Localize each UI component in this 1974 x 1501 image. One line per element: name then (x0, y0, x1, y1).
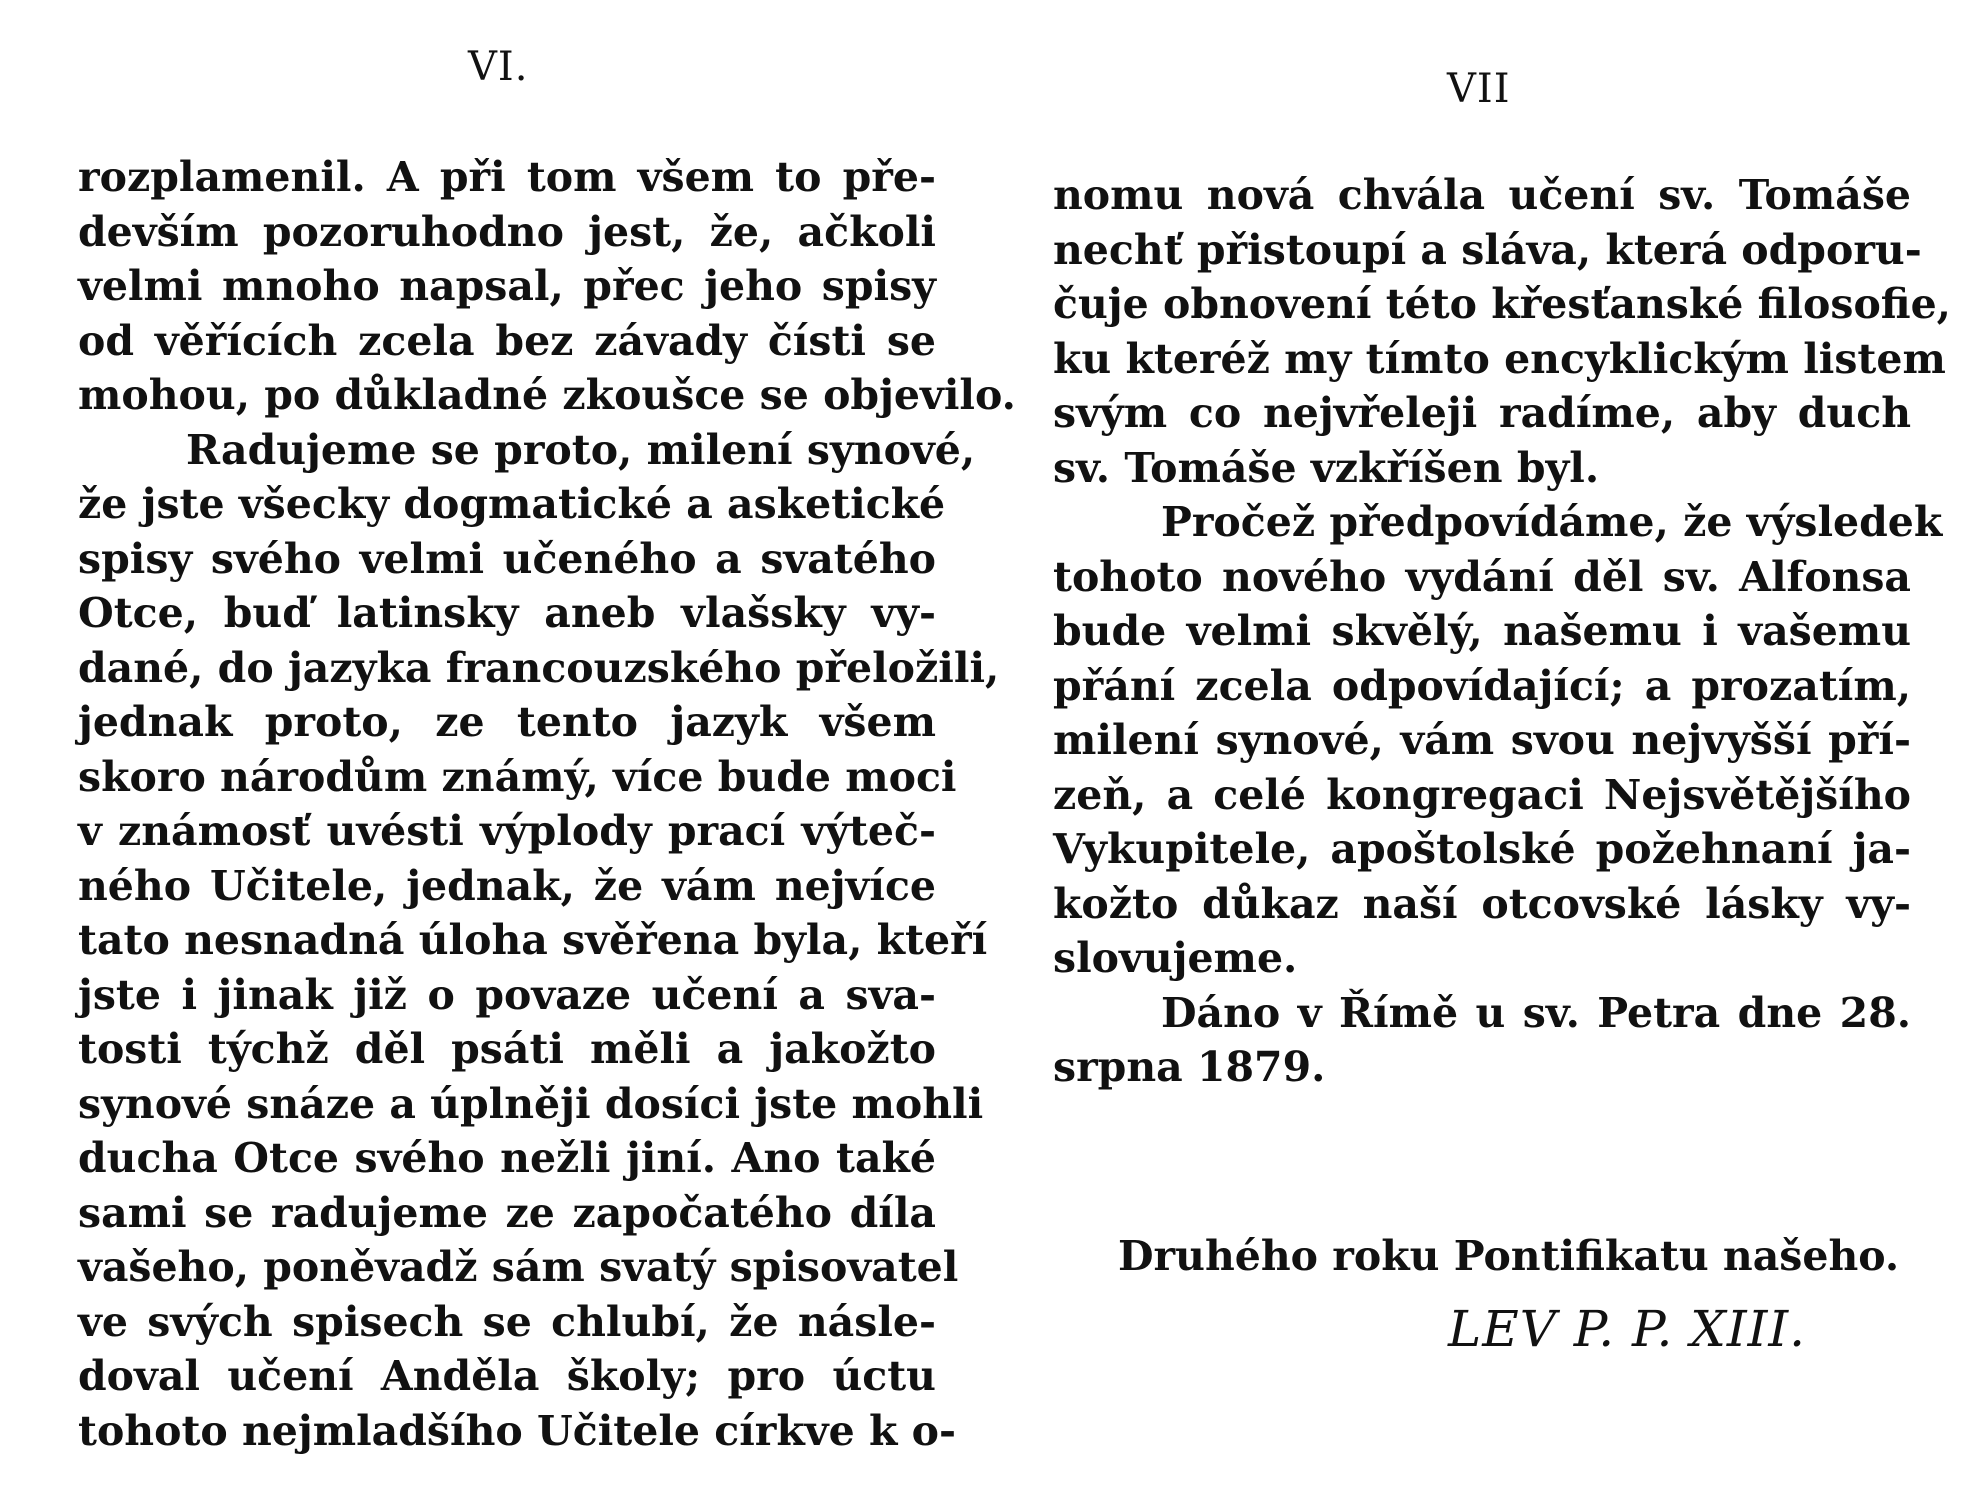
text-line: srpna 1879. (1053, 1043, 1326, 1091)
text-line: přání zcela odpovídající; a prozatím, (1053, 661, 1911, 710)
text-line: doval učení Anděla školy; pro úctu (78, 1352, 936, 1400)
text-line: velmi mnoho napsal, přec jeho spisy (78, 262, 936, 310)
text-line: čuje obnovení této křesťanské filosofie, (1053, 280, 1951, 328)
left-page-number: VI. (468, 44, 529, 90)
text-line: sv. Tomáše vzkříšen byl. (1053, 443, 1600, 492)
text-line: nechť přistoupí a sláva, která odporu- (1053, 225, 1922, 274)
text-line: kožto důkaz naší otcovské lásky vy- (1053, 879, 1911, 928)
text-line: ku kteréž my tímto encyklickým listem (1053, 334, 1946, 383)
text-line: tohoto nového vydání děl sv. Alfonsa (1053, 552, 1911, 601)
text-line: Otce, buď latinsky aneb vlašsky vy- (78, 589, 936, 637)
text-line: tohoto nejmladšího Učitele církve k o- (78, 1406, 957, 1455)
text-line: sami se radujeme ze započatého díla (78, 1188, 936, 1237)
text-line: slovujeme. (1053, 934, 1298, 982)
text-line: ného Učitele, jednak, že vám nejvíce (78, 861, 936, 910)
text-line: svým co nejvřeleji radíme, aby duch (1053, 389, 1911, 437)
text-line: tosti týchž děl psáti měli a jakožto (78, 1025, 936, 1073)
text-line: tato nesnadná úloha svěřena byla, kteří (78, 916, 988, 964)
right-page-text (1053, 168, 1951, 1095)
left-page-text (78, 150, 1016, 1458)
text-line: devším pozoruhodno jest, že, ačkoli (78, 207, 936, 256)
text-line: Radujeme se proto, milení synové, (186, 425, 976, 474)
text-line: mohou, po důkladné zkoušce se objevilo. (78, 371, 1016, 419)
text-line: jste i jinak již o povaze učení a sva- (78, 970, 936, 1019)
text-line: dané, do jazyka francouzského přeložili, (78, 643, 1000, 692)
text-line: vašeho, poněvadž sám svatý spisovatel (78, 1243, 959, 1291)
text-line: od věřících zcela bez závady čísti se (78, 316, 936, 365)
text-line: ducha Otce svého nežli jiní. Ano také (78, 1134, 936, 1182)
right-page-number: VII (1447, 66, 1511, 112)
text-line: v známosť uvésti výplody prací výteč- (78, 807, 936, 855)
text-line: Dáno v Římě u sv. Petra dne 28. (1161, 988, 1911, 1037)
text-line: spisy svého velmi učeného a svatého (78, 534, 936, 583)
text-line: ve svých spisech se chlubí, že násle- (78, 1297, 936, 1346)
text-line: nomu nová chvála učení sv. Tomáše (1053, 171, 1911, 219)
text-line: synové snáze a úplněji dosíci jste mohli (78, 1079, 984, 1128)
closing-line: Druhého roku Pontifikatu našeho. (1118, 1232, 1900, 1280)
text-line: Vykupitele, apoštolské požehnaní ja- (1053, 825, 1911, 873)
text-line: zeň, a celé kongregaci Nejsvětějšího (1053, 770, 1911, 819)
text-line: Pročež předpovídáme, že výsledek (1161, 498, 1943, 546)
text-line: milení synové, vám svou nejvyšší pří- (1053, 716, 1911, 764)
text-line: rozplamenil. A při tom všem to pře- (78, 153, 936, 201)
text-line: jednak proto, ze tento jazyk všem (78, 698, 936, 746)
text-line: bude velmi skvělý, našemu i vašemu (1053, 607, 1911, 655)
text-line: že jste všecky dogmatické a asketické (78, 480, 946, 528)
signature: LEV P. P. XIII. (1448, 1300, 1807, 1358)
text-line: skoro národům známý, více bude moci (78, 752, 957, 801)
